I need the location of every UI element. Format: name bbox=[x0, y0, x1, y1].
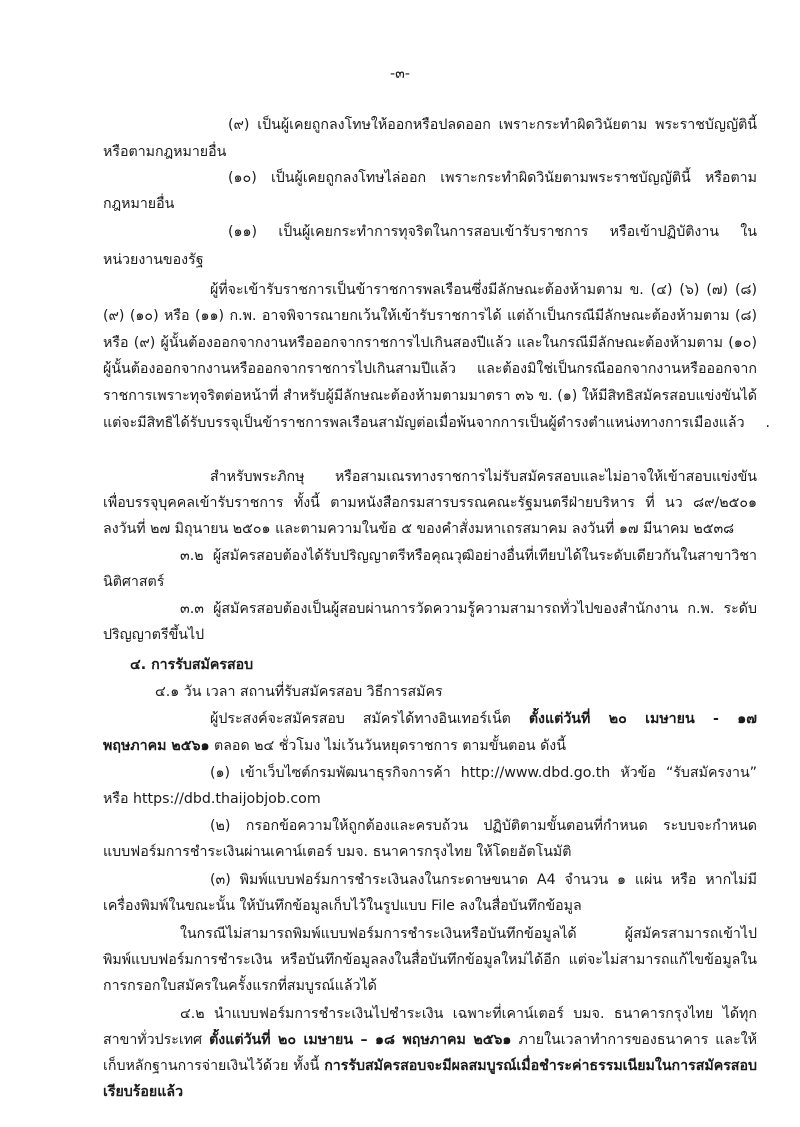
text-line: การกรอกใบสมัครในครั้งแรกที่สมบูรณ์แล้วได้ bbox=[103, 978, 377, 994]
text-line: (๑๐) เป็นผู้เคยถูกลงโทษไล่ออก เพราะกระทำผิดวินัยตามพระราชบัญญัตินี้ หรือตาม bbox=[228, 170, 757, 186]
text-line bbox=[103, 1055, 757, 1077]
text-line: หรือ (๙) ผู้นั้นต้องออกจากงานหรือออกจากราชการไปเกินสองปีแล้ว และในกรณีมีลักษณะต้องห้ามตาม (๑๐) bbox=[103, 335, 757, 351]
text-line: ราชการเพราะทุจริตต่อหน้าที่ สำหรับผู้มีลักษณะต้องห้ามตามมาตรา ๓๖ ข. (๑) ให้มีสิทธิสมัครสอบแข่งขันได้ bbox=[103, 388, 757, 404]
text-line bbox=[103, 412, 770, 434]
text-line bbox=[210, 708, 757, 730]
text-line: ในกรณีไม่สามารถพิมพ์แบบฟอร์มการชำระเงินหรือบันทึกข้อมูลได้ ผู้สมัครสามารถเข้าไป bbox=[180, 926, 757, 942]
stray-dot: . bbox=[765, 415, 770, 431]
text-line: เพื่อบรรจุบุคคลเข้ารับราชการ ทั้งนี้ ตามหนังสือกรมสารบรรณคณะรัฐมนตรีฝ่ายบริหาร ที่ นว ๘๙/๒๕๐๑ bbox=[103, 495, 757, 511]
text-line: (๑๑) เป็นผู้เคยกระทำการทุจริตในการสอบเข้ารับราชการ หรือเข้าปฏิบัติงาน ใน bbox=[228, 224, 757, 240]
text-segment: ภายในเวลาทำการของธนาคาร และให้ bbox=[511, 1032, 757, 1048]
text-line: แบบฟอร์มการชำระเงินผ่านเคาน์เตอร์ บมจ. ธนาคารกรุงไทย ให้โดยอัตโนมัติ bbox=[103, 844, 572, 860]
text-segment: แต่จะมีสิทธิได้รับบรรจุเป็นข้าราชการพลเรือนสามัญต่อเมื่อพ้นจากการเป็นผู้ดำรงตำแหน่งทางการเมืองแล้ว bbox=[103, 415, 745, 431]
page-number: -๓- bbox=[390, 66, 410, 82]
text-line: หรือ https://dbd.thaijobjob.com bbox=[103, 791, 321, 807]
text-line: ๓.๓ ผู้สมัครสอบต้องเป็นผู้สอบผ่านการวัดความรู้ความสามารถทั่วไปของสำนักงาน ก.พ. ระดับ bbox=[180, 601, 757, 617]
text-line: หน่วยงานของรัฐ bbox=[103, 252, 204, 268]
text-segment: สาขาทั่วประเทศ bbox=[103, 1032, 210, 1048]
text-line: ผู้นั้นต้องออกจากงานหรือออกจากราชการไปเกินสามปีแล้ว และต้องมิใช่เป็นกรณีออกจากงานหรือออกจาก bbox=[103, 361, 757, 377]
text-line: ลงวันที่ ๒๗ มิถุนายน ๒๕๐๑ และตามความในข้อ ๕ ของคำสั่งมหาเถรสมาคม ลงวันที่ ๑๗ มีนาคม ๒๕๓๘ bbox=[103, 521, 735, 537]
text-line: (๓) พิมพ์แบบฟอร์มการชำระเงินลงในกระดาษขนาด A4 จำนวน ๑ แผ่น หรือ หากไม่มี bbox=[210, 872, 757, 888]
subsection-heading: ๔.๑ วัน เวลา สถานที่รับสมัครสอบ วิธีการสมัคร bbox=[155, 684, 443, 700]
text-line: (๒) กรอกข้อความให้ถูกต้องและครบถ้วน ปฏิบัติตามขั้นตอนที่กำหนด ระบบจะกำหนด bbox=[210, 818, 757, 834]
text-line: สำหรับพระภิกษุ หรือสามเณรทางราชการไม่รับสมัครสอบและไม่อาจให้เข้าสอบแข่งขัน bbox=[210, 469, 757, 485]
bold-date: ตั้งแต่วันที่ ๒๐ เมษายน – ๑๘ พฤษภาคม ๒๕๖๑ bbox=[209, 1032, 512, 1048]
text-segment: ผู้ประสงค์จะสมัครสอบ สมัครได้ทางอินเทอร์เน็ต bbox=[210, 711, 529, 727]
text-line: (๙) (๑๐) หรือ (๑๑) ก.พ. อาจพิจารณายกเว้นให้เข้ารับราชการได้ แต่ถ้าเป็นกรณีมีลักษณะต้องห้ามตาม (๘) bbox=[103, 308, 757, 324]
bold-date: ตั้งแต่วันที่ ๒๐ เมษายน - ๑๗ bbox=[528, 711, 757, 727]
text-line: กฎหมายอื่น bbox=[103, 196, 175, 212]
text-line: (๑) เข้าเว็บไซต์กรมพัฒนาธุรกิจการค้า http://www.dbd.go.th หัวข้อ “รับสมัครงาน” bbox=[210, 765, 757, 781]
text-line bbox=[103, 735, 757, 757]
text-segment: เก็บหลักฐานการจ่ายเงินไว้ด้วย ทั้งนี้ bbox=[103, 1058, 325, 1074]
heading-text: ๔. การรับสมัครสอบ bbox=[130, 657, 254, 673]
bold-statement: การรับสมัครสอบจะมีผลสมบูรณ์เมื่อชำระค่าธรรมเนียมในการสมัครสอบ bbox=[324, 1058, 757, 1074]
text-line: (๙) เป็นผู้เคยถูกลงโทษให้ออกหรือปลดออก เพราะกระทำผิดวินัยตาม พระราชบัญญัตินี้ bbox=[228, 117, 757, 133]
text-line: ผู้ที่จะเข้ารับราชการเป็นข้าราชการพลเรือนซึ่งมีลักษณะต้องห้ามตาม ข. (๔) (๖) (๗) (๘) bbox=[210, 282, 757, 298]
text-line: ปริญญาตรีขึ้นไป bbox=[103, 627, 205, 643]
text-line bbox=[103, 1081, 757, 1103]
text-line bbox=[103, 1029, 757, 1051]
text-line: ๔.๒ นำแบบฟอร์มการชำระเงินไปชำระเงิน เฉพาะที่เคาน์เตอร์ บมจ. ธนาคารกรุงไทย ได้ทุก bbox=[180, 1006, 757, 1022]
text-line: ๓.๒ ผู้สมัครสอบต้องได้รับปริญญาตรีหรือคุณวุฒิอย่างอื่นที่เทียบได้ในระดับเดียวกันในสาขาวิชา bbox=[180, 548, 757, 564]
text-segment: ตลอด ๒๔ ชั่วโมง ไม่เว้นวันหยุดราชการ ตามขั้นตอน ดังนี้ bbox=[209, 738, 566, 754]
bold-statement: เรียบร้อยแล้ว bbox=[103, 1084, 184, 1100]
text-line: พิมพ์แบบฟอร์มการชำระเงิน หรือบันทึกข้อมูลลงในสื่อบันทึกข้อมูลใหม่ได้อีก แต่จะไม่สามารถแก้ไขข้อมูลใน bbox=[103, 952, 757, 968]
bold-date: พฤษภาคม ๒๕๖๑ bbox=[103, 738, 210, 754]
section-heading bbox=[130, 654, 757, 676]
text-line: หรือตามกฎหมายอื่น bbox=[103, 144, 227, 160]
text-line: นิติศาสตร์ bbox=[103, 574, 165, 590]
text-line: เครื่องพิมพ์ในขณะนั้น ให้บันทึกข้อมูลเก็บไว้ในรูปแบบ File ลงในสื่อบันทึกข้อมูล bbox=[103, 898, 582, 914]
